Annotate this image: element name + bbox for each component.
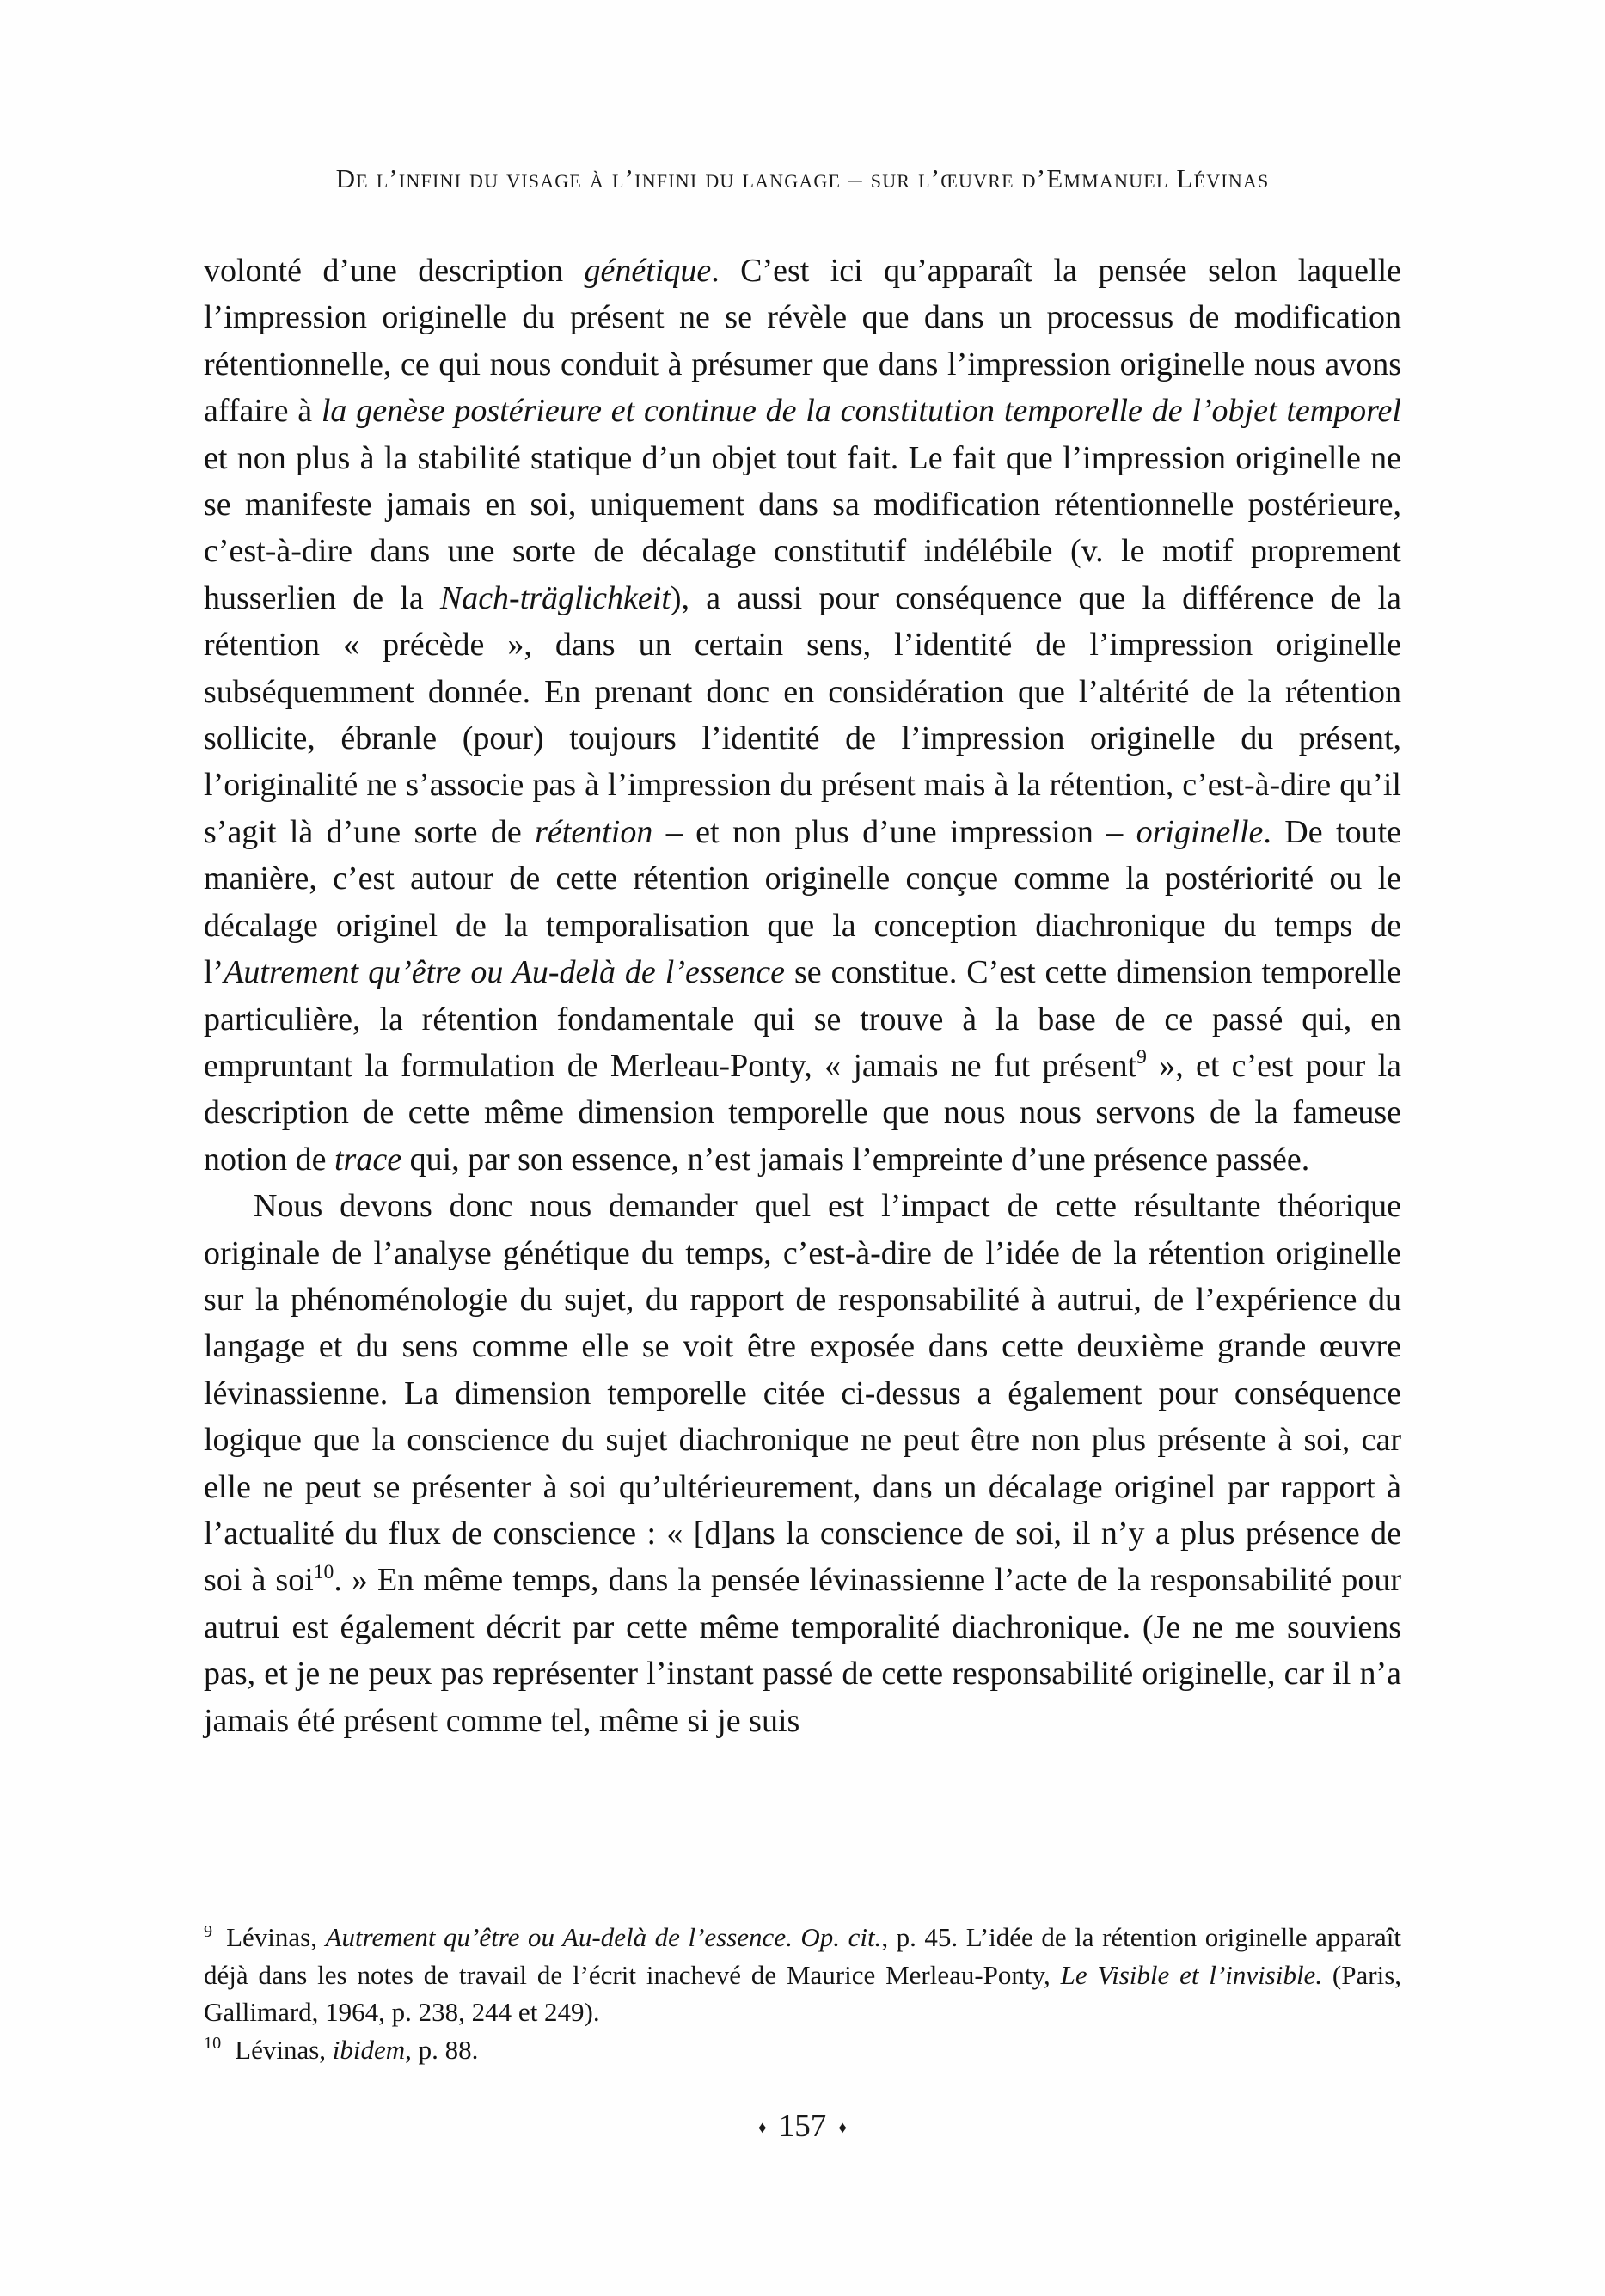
footnote-9-number: 9 xyxy=(204,1921,213,1941)
footnote-9-text: Lévinas, Autrement qu’être ou Au-delà de l’essence. Op. cit., p. 45. L’idée de la rétention originelle apparaît déjà dans les notes de travail de l’écrit inachevé de Maurice Merleau-Ponty, Le Visible et l’invisible. (Paris, Gallimard, 1964, p. 238, 244 et 249). xyxy=(204,1922,1402,2027)
running-header-title: De l’infini du visage à l’infini du langage – sur l’œuvre d’Emmanuel Lévinas xyxy=(335,163,1270,193)
footnote-10-number: 10 xyxy=(204,2034,222,2054)
page-number: 157 xyxy=(778,2109,827,2144)
body-text xyxy=(204,248,1401,1744)
footnote-10-text: Lévinas, ibidem, p. 88. xyxy=(235,2034,479,2065)
footnotes-section xyxy=(204,1919,1401,2068)
paragraph-1: volonté d’une description génétique. C’est ici qu’apparaît la pensée selon laquelle l’impression originelle du présent ne se révèle que dans un processus de modification rétentionnelle, ce qui nous conduit à présumer que dans l’impression originelle nous avons affaire à la genèse postérieure et continue de la constitution temporelle de l’objet temporel et non plus à la stabilité statique d’un objet tout fait. Le fait que l’impression originelle ne se manifeste jamais en soi, uniquement dans sa modification rétentionnelle postérieure, c’est-à-dire dans une sorte de décalage constitutif indélébile (v. le motif proprement husserlien de la Nach-träglichkeit), a aussi pour conséquence que la différence de la rétention « précède », dans un certain sens, l’identité de l’impression originelle subséquemment donnée. En prenant donc en considération que l’altérité de la rétention sollicite, ébranle (pour) toujours l’identité de l’impression originelle du présent, l’originalité ne s’associe pas à l’impression du présent mais à la rétention, c’est-à-dire qu’il s’agit là d’une sorte de rétention – et non plus d’une impression – originelle. De toute manière, c’est autour de cette rétention originelle conçue comme la postériorité ou le décalage originel de la temporalisation que la conception diachronique du temps de l’Autrement qu’être ou Au-delà de l’essence se constitue. C’est cette dimension temporelle particulière, la rétention fondamentale qui se trouve à la base de ce passé qui, en empruntant la formulation de Merleau-Ponty, « jamais ne fut présent$^9$ », et c’est pour la description de cette même dimension temporelle que nous nous servons de la fameuse notion de trace qui, par son essence, n’est jamais l’empreinte d’une présence passée. xyxy=(204,253,1401,1178)
footnote-10 xyxy=(204,2031,1401,2069)
footnote-9 xyxy=(204,1919,1401,2031)
diamond-ornament-icon: ♦ xyxy=(838,2118,848,2137)
page-footer xyxy=(204,2108,1401,2145)
paragraph-2: Nous devons donc nous demander quel est l’impact de cette résultante théorique originale de l’analyse génétique du temps, c’est-à-dire de l’idée de la rétention originelle sur la phénoménologie du sujet, du rapport de responsabilité à autrui, de l’expérience du langage et du sens comme elle se voit être exposée dans cette deuxième grande œuvre lévinassienne. La dimension temporelle citée ci-dessus a également pour conséquence logique que la conscience du sujet diachronique ne peut être non plus présente à soi, car elle ne peut se présenter à soi qu’ultérieurement, dans un décalage originel par rapport à l’actualité du flux de conscience : « [d]ans la conscience de soi, il n’y a plus présence de soi à soi$^{10}$. » En même temps, dans la pensée lévinassienne l’acte de la responsabilité pour autrui est également décrit par cette même temporalité diachronique. (Je ne me souviens pas, et je ne peux pas représenter l’instant passé de cette responsabilité originelle, car il n’a jamais été présent comme tel, même si je suis xyxy=(204,1188,1401,1739)
diamond-ornament-icon: ♦ xyxy=(757,2118,767,2137)
